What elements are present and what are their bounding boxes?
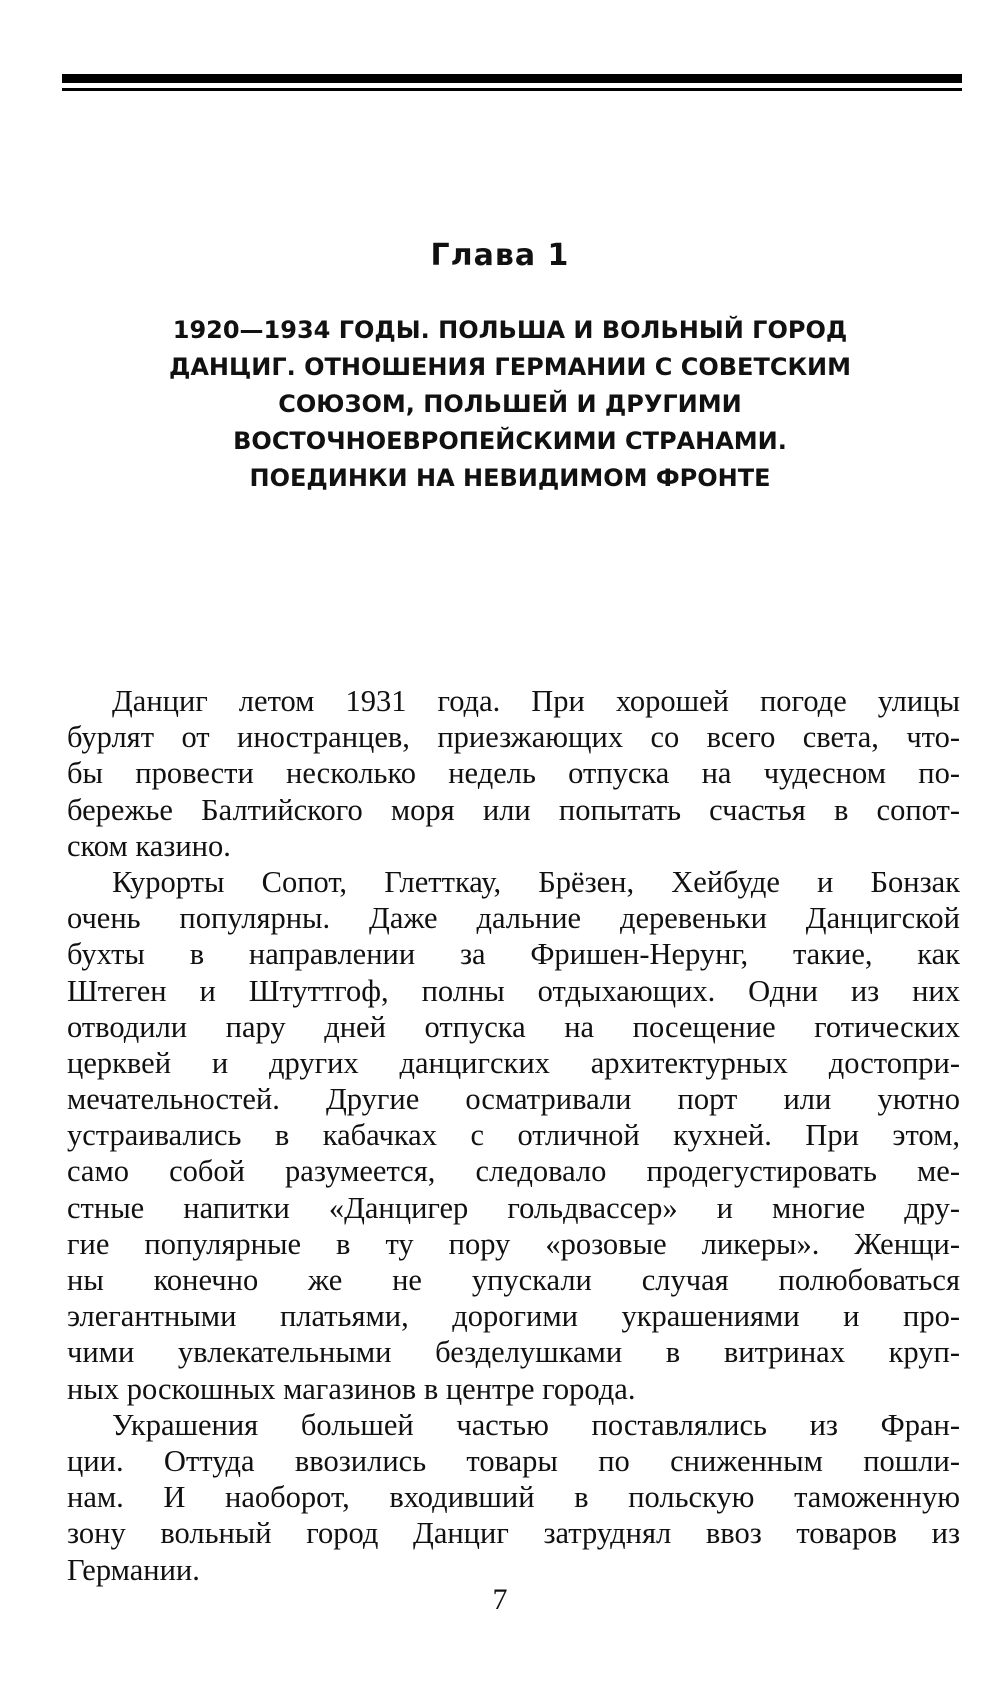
text-line: зону вольный город Данциг затруднял ввоз товаров из [67,1516,960,1551]
chapter-title-line: 1920—1934 ГОДЫ. ПОЛЬША И ВОЛЬНЫЙ ГОРОД [172,316,848,344]
paragraph-2 [67,864,960,1407]
text-line: отводили пару дней отпуска на посещение готических [67,1009,960,1044]
text-line: устраивались в кабачках с отличной кухней. При этом, [67,1118,960,1153]
chapter-title-line: ПОЕДИНКИ НА НЕВИДИМОМ ФРОНТЕ [249,464,771,492]
chapter-title-line: ВОСТОЧНОЕВРОПЕЙСКИМИ СТРАНАМИ. [233,427,787,455]
text-line: Украшения большей частью поставлялись из Фран- [112,1407,960,1442]
text-line: мечательностей. Другие осматривали порт или уютно [67,1082,960,1117]
text-line: Курорты Сопот, Глетткау, Брёзен, Хейбуде и Бонзак [112,864,960,899]
text-line: бурлят от иностранцев, приезжающих со всего света, что- [67,720,960,755]
text-line: Германии. [67,1552,200,1587]
text-line: нам. И наоборот, входивший в польскую таможенную [67,1480,960,1515]
header-rule-thin [62,88,962,91]
text-line: ны конечно же не упускали случая полюбоваться [67,1263,960,1297]
body-text [67,683,960,1588]
text-line: бережье Балтийского моря или попытать счастья в сопот- [67,792,960,827]
page-number: 7 [492,1583,508,1616]
chapter-title-line: ДАНЦИГ. ОТНОШЕНИЯ ГЕРМАНИИ С СОВЕТСКИМ [168,353,852,381]
text-line: само собой разумеется, следовало продегустировать ме- [67,1154,960,1189]
chapter-title-line: СОЮЗОМ, ПОЛЬШЕЙ И ДРУГИМИ [278,390,742,418]
text-line: элегантными платьями, дорогими украшениями и про- [67,1299,960,1334]
text-line: очень популярны. Даже дальние деревеньки Данцигской [67,901,960,936]
text-line: ных роскошных магазинов в центре города. [67,1371,636,1406]
text-line: Штеген и Штуттгоф, полны отдыхающих. Одни из них [67,973,960,1008]
text-line: бы провести несколько недель отпуска на чудесном по- [67,756,960,791]
text-line: гие популярные в ту пору «розовые ликеры». Женщи- [67,1226,960,1261]
text-line: церквей и других данцигских архитектурных достопри- [67,1045,960,1080]
paragraph-1 [67,683,960,864]
text-line: ции. Оттуда ввозились товары по сниженным пошли- [67,1443,960,1478]
paragraph-3 [67,1407,960,1588]
text-line: стные напитки «Данцигер гольдвассер» и многие дру- [67,1190,960,1225]
text-line: ском казино. [67,828,231,863]
text-line: Данциг летом 1931 года. При хорошей погоде улицы [112,684,960,718]
text-line: чими увлекательными безделушками в витринах круп- [67,1335,960,1370]
chapter-label: Глава 1 [430,238,570,273]
text-line: бухты в направлении за Фришен-Нерунг, такие, как [67,937,960,972]
header-rule-thick [62,74,962,83]
chapter-title [80,312,940,497]
